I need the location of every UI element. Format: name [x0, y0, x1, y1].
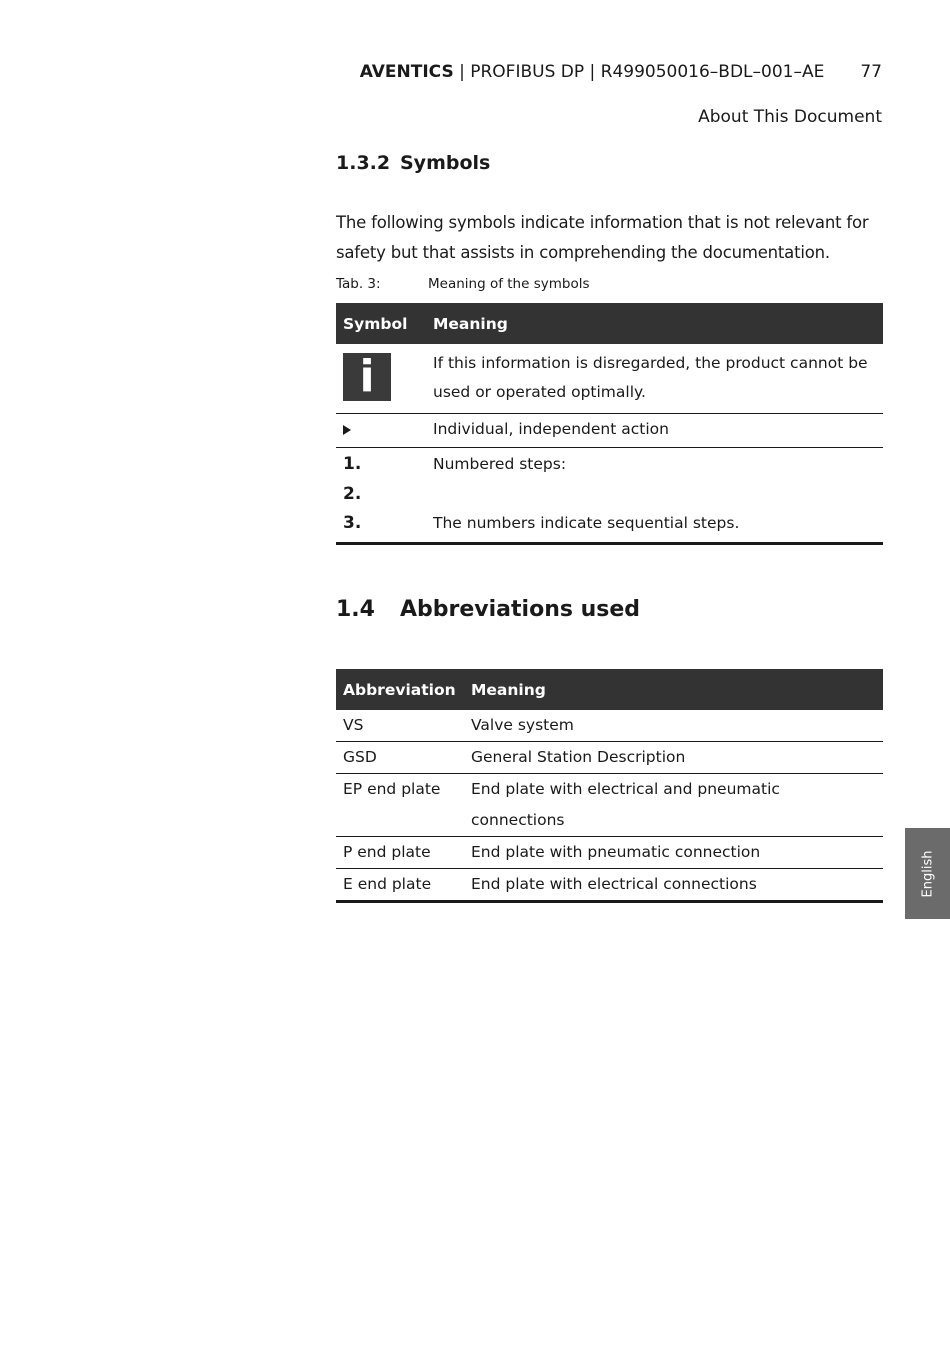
table-row: [336, 448, 883, 544]
language-tab: [905, 828, 950, 919]
triangle-bullet-icon: [343, 425, 351, 435]
column-header-abbreviation: Abbreviation: [336, 669, 464, 710]
table-row: [336, 344, 883, 414]
abbreviation-cell: EP end plate: [336, 774, 464, 837]
table-caption: [336, 276, 590, 292]
symbol-cell: [336, 448, 426, 544]
table-header-row: [336, 303, 883, 344]
running-header: [360, 62, 882, 82]
table-header-row: [336, 669, 883, 710]
abbreviation-cell: VS: [336, 710, 464, 742]
meaning-cell: Valve system: [464, 710, 883, 742]
table-row: [336, 869, 883, 902]
meaning-cell: [426, 448, 883, 544]
meaning-cell: End plate with pneumatic connection: [464, 837, 883, 869]
abbreviation-cell: P end plate: [336, 837, 464, 869]
table-caption-number: Tab. 3:: [336, 276, 381, 292]
table-row: [336, 710, 883, 742]
steps-meaning-last: The numbers indicate sequential steps.: [433, 513, 740, 532]
table-row: [336, 774, 883, 837]
table-row: [336, 837, 883, 869]
abbreviations-heading-title: Abbreviations used: [400, 597, 641, 622]
abbreviation-cell: E end plate: [336, 869, 464, 902]
abbreviations-heading-number: 1.4: [336, 597, 375, 622]
table-row: [336, 414, 883, 448]
abbreviations-heading: [336, 597, 640, 622]
symbol-cell: [336, 414, 426, 448]
document-info: | PROFIBUS DP | R499050016–BDL–001–AE: [453, 62, 825, 82]
abbreviations-table: [336, 669, 883, 903]
info-icon: i: [343, 353, 391, 401]
brand-name: AVENTICS: [359, 62, 454, 82]
meaning-cell: End plate with electrical and pneumatic connections: [464, 774, 883, 837]
table-caption-text: Meaning of the symbols: [428, 276, 590, 292]
step-number: 3.: [343, 513, 362, 533]
page-number: 77: [860, 62, 882, 82]
column-header-meaning: Meaning: [426, 303, 883, 344]
step-number: 2.: [343, 483, 362, 504]
symbols-heading: [336, 152, 490, 174]
symbols-table: [336, 303, 883, 545]
column-header-meaning: Meaning: [464, 669, 883, 710]
step-number: 1.: [343, 454, 362, 474]
meaning-cell: Individual, independent action: [426, 414, 883, 448]
symbols-heading-title: Symbols: [400, 152, 491, 174]
symbols-intro-paragraph: The following symbols indicate information that is not relevant for safety but that assists in comprehending the documentation.: [336, 213, 869, 262]
symbols-heading-number: 1.3.2: [336, 152, 391, 174]
abbreviation-cell: GSD: [336, 742, 464, 774]
language-tab-label: English: [920, 850, 935, 897]
meaning-cell: If this information is disregarded, the product cannot be used or operated optimally.: [426, 344, 883, 414]
steps-meaning-first: Numbered steps:: [433, 455, 567, 473]
meaning-cell: General Station Description: [464, 742, 883, 774]
table-row: [336, 742, 883, 774]
symbol-cell: [336, 344, 426, 414]
column-header-symbol: Symbol: [336, 303, 426, 344]
meaning-cell: End plate with electrical connections: [464, 869, 883, 902]
chapter-label: About This Document: [698, 107, 882, 127]
